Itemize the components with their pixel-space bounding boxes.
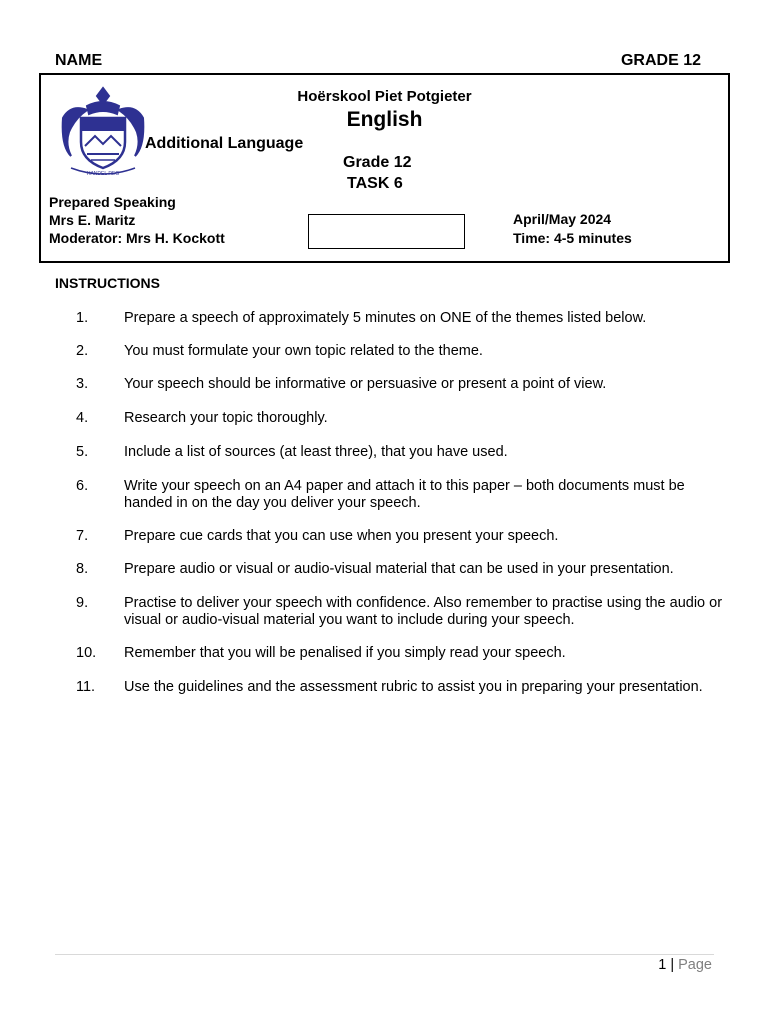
instruction-text: Remember that you will be penalised if you simply read your speech. xyxy=(124,645,566,661)
instruction-text: Prepare a speech of approximately 5 minutes on ONE of the themes listed below. xyxy=(124,310,647,326)
school-name: Hoërskool Piet Potgieter xyxy=(297,88,472,105)
page-number: 1 xyxy=(658,957,667,973)
crest-motto: HANDEL REG xyxy=(86,171,120,177)
instruction-number: 11. xyxy=(76,679,96,695)
instruction-number: 4. xyxy=(76,410,89,426)
teacher-name: Mrs E. Maritz xyxy=(49,212,136,228)
instruction-number: 2. xyxy=(76,343,89,359)
exam-time: Time: 4-5 minutes xyxy=(513,230,632,246)
instruction-number: 10. xyxy=(76,645,97,661)
instruction-text: Prepare cue cards that you can use when you present your speech. xyxy=(124,528,559,544)
instruction-text: Research your topic thoroughly. xyxy=(124,410,328,426)
instruction-number: 7. xyxy=(76,528,89,544)
header-box xyxy=(39,73,730,263)
instruction-number: 1. xyxy=(76,310,89,326)
instruction-text: You must formulate your own topic related to the theme. xyxy=(124,343,483,359)
instruction-text: Practise to deliver your speech with confidence. Also remember to practise using the audio or visual or audio-visual material you want to include during your speech. xyxy=(124,595,723,628)
name-label: NAME xyxy=(55,52,103,69)
footer-divider xyxy=(55,954,714,955)
footer-separator: | xyxy=(666,957,679,973)
instruction-number: 9. xyxy=(76,595,89,611)
page-footer xyxy=(658,957,712,973)
assessment-type: Prepared Speaking xyxy=(49,194,176,210)
task-number: TASK 6 xyxy=(347,175,403,192)
mark-box[interactable] xyxy=(308,214,465,249)
instruction-text: Prepare audio or visual or audio-visual material that can be used in your presentation. xyxy=(124,561,674,577)
instruction-text: Write your speech on an A4 paper and attach it to this paper – both documents must be handed in on the day you deliver your speech. xyxy=(124,478,685,511)
instruction-text: Your speech should be informative or persuasive or present a point of view. xyxy=(124,376,607,392)
instruction-number: 5. xyxy=(76,444,89,460)
page-word: Page xyxy=(678,957,712,973)
instruction-number: 8. xyxy=(76,561,89,577)
exam-date: April/May 2024 xyxy=(513,211,612,227)
instruction-number: 3. xyxy=(76,376,89,392)
language-level: Additional Language xyxy=(145,135,304,152)
grade-label: GRADE 12 xyxy=(620,52,701,69)
instruction-text: Include a list of sources (at least three), that you have used. xyxy=(124,444,508,460)
instruction-number: 6. xyxy=(76,478,89,494)
header-grade: Grade 12 xyxy=(343,154,412,171)
instruction-text: Use the guidelines and the assessment rubric to assist you in preparing your presentation. xyxy=(124,679,703,695)
moderator-name: Moderator: Mrs H. Kockott xyxy=(49,230,225,246)
subject-title: English xyxy=(346,108,423,131)
instructions-heading: INSTRUCTIONS xyxy=(55,275,160,291)
